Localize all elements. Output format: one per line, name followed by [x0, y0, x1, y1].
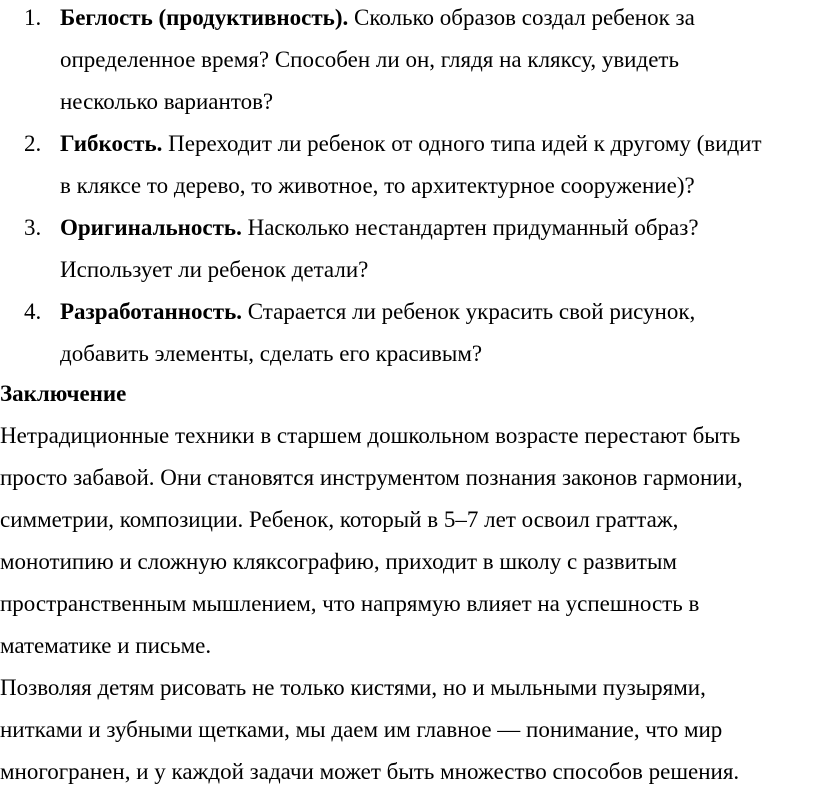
list-number: 1. [24, 5, 42, 30]
criterion-text-line: Насколько нестандартен придуманный образ? [241, 215, 699, 240]
paragraph-line: нитками и зубными щетками, мы даем им главное — понимание, что мир [0, 717, 723, 742]
section-heading: Заключение [0, 381, 127, 406]
criterion-text-line: добавить элементы, сделать его красивым? [60, 341, 483, 366]
criterion-text-line: несколько вариантов? [60, 89, 274, 114]
criterion-item-flexibility [0, 123, 816, 207]
criterion-item-fluency [0, 0, 816, 123]
list-number: 3. [24, 215, 42, 240]
criterion-item-elaboration [0, 291, 816, 375]
paragraph-line: Нетрадиционные техники в старшем дошкольном возрасте перестают быть [0, 423, 741, 448]
paragraph-line: симметрии, композиции. Ребенок, который в 5–7 лет освоил граттаж, [0, 507, 679, 532]
conclusion-paragraph-1 [0, 415, 816, 667]
conclusion-section [0, 373, 816, 793]
paragraph-line: просто забавой. Они становятся инструментом познания законов гармонии, [0, 465, 743, 490]
paragraph-line: Позволяя детям рисовать не только кистями, но и мыльными пузырями, [0, 675, 706, 700]
paragraph-line: монотипию и сложную кляксографию, приходит в школу с развитым [0, 549, 677, 574]
paragraph-line: математике и письме. [0, 633, 212, 658]
criterion-term: Гибкость. [60, 131, 163, 156]
criterion-text-line: Использует ли ребенок детали? [60, 257, 369, 282]
list-number: 2. [24, 131, 42, 156]
criterion-item-originality [0, 207, 816, 291]
criterion-text-line: определенное время? Способен ли он, глядя на кляксу, увидеть [60, 47, 679, 72]
paragraph-line: многогранен, и у каждой задачи может быть множество способов решения. [0, 759, 740, 784]
criteria-list [0, 0, 816, 375]
criterion-term: Оригинальность. [60, 215, 242, 240]
criterion-text-line: Старается ли ребенок украсить свой рисунок, [241, 299, 696, 324]
list-number: 4. [24, 299, 42, 324]
conclusion-paragraph-2 [0, 667, 816, 793]
criterion-text-line: в кляксе то дерево, то животное, то архитектурное сооружение)? [60, 173, 695, 198]
criterion-term: Беглость (продуктивность). [60, 5, 349, 30]
criterion-text-line: Сколько образов создал ребенок за [348, 5, 695, 30]
paragraph-line: пространственным мышлением, что напрямую влияет на успешность в [0, 591, 700, 616]
criterion-term: Разработанность. [60, 299, 242, 324]
criterion-text-line: Переходит ли ребенок от одного типа идей к другому (видит [162, 131, 762, 156]
